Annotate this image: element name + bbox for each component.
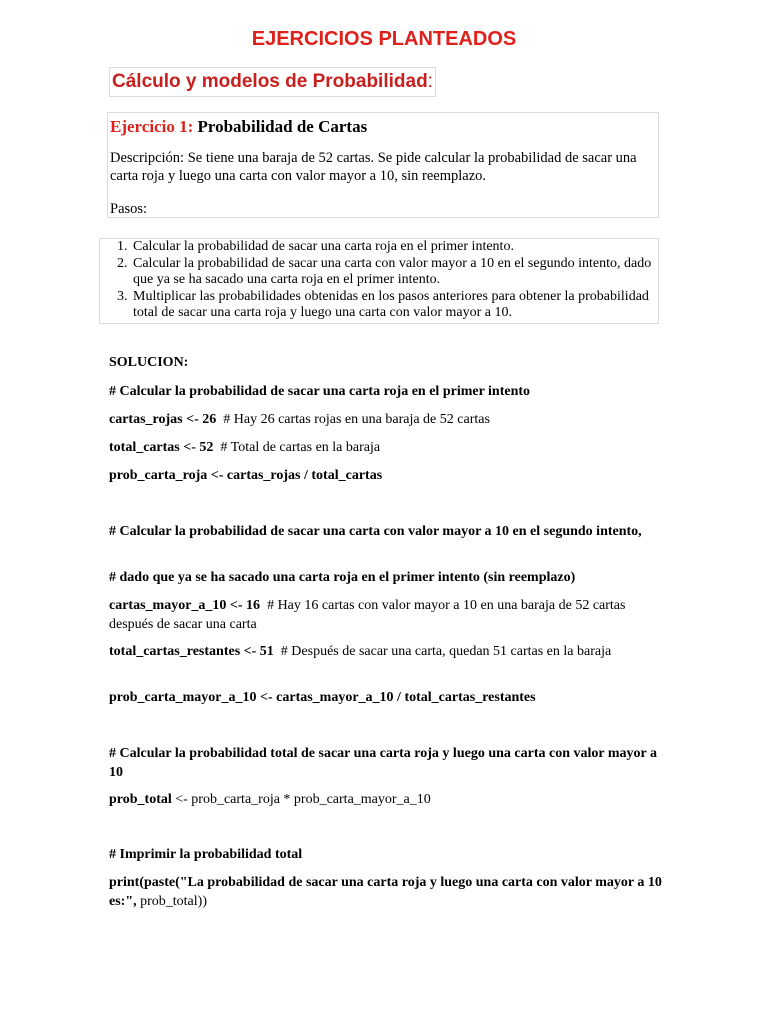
inline-comment: # Hay 26 cartas rojas en una baraja de 52 cartas (223, 412, 490, 427)
code-line: prob_carta_mayor_a_10 <- cartas_mayor_a_10 / total_cartas_restantes (109, 690, 536, 705)
inline-comment: # Total de cartas en la baraja (220, 440, 381, 455)
steps-label: Pasos: (110, 201, 148, 217)
code-expression: prob_total)) (140, 894, 207, 909)
section-title-colon: : (427, 71, 433, 92)
step-item: 1. Calcular la probabilidad de sacar una carta roja en el primer intento. (131, 239, 654, 256)
step-item: 3. Multiplicar las probabilidades obtenidas en los pasos anteriores para obtener la probabilidad total de sacar una carta roja y luego una carta con valor mayor a 10. (131, 289, 654, 322)
code-statement: total_cartas <- 52 (109, 440, 214, 455)
code-statement: cartas_mayor_a_10 <- 16 (109, 598, 261, 613)
code-comment: # Calcular la probabilidad de sacar una carta con valor mayor a 10 en el segundo intento, (109, 524, 642, 539)
code-comment: # Calcular la probabilidad total de sacar una carta roja y luego una carta con valor mayor a 10 (109, 746, 657, 780)
code-line (109, 438, 669, 457)
code-statement: prob_total (109, 792, 172, 807)
code-line (109, 410, 669, 429)
exercise-description: Descripción: Se tiene una baraja de 52 cartas. Se pide calcular la probabilidad de sacar una carta roja y luego una carta con valor mayor a 10, sin reemplazo. (110, 150, 637, 184)
code-line (109, 642, 669, 661)
steps-box (99, 238, 659, 324)
page-title: EJERCICIOS PLANTEADOS (251, 28, 517, 50)
steps-list (100, 239, 658, 322)
section-title (109, 67, 436, 97)
code-statement: total_cartas_restantes <- 51 (109, 644, 274, 659)
section-title-text: Cálculo y modelos de Probabilidad (112, 71, 428, 92)
exercise-title: Probabilidad de Cartas (197, 117, 368, 136)
exercise-box (107, 112, 659, 218)
code-line: prob_carta_roja <- cartas_rojas / total_cartas (109, 468, 383, 483)
code-comment: # Imprimir la probabilidad total (109, 847, 303, 862)
code-expression: <- prob_carta_roja * prob_carta_mayor_a_10 (175, 792, 431, 807)
solution-label: SOLUCION: (109, 355, 189, 370)
code-line (109, 873, 669, 911)
exercise-number: Ejercicio 1: (110, 117, 194, 136)
code-comment: # Calcular la probabilidad de sacar una carta roja en el primer intento (109, 384, 531, 399)
step-item: 2. Calcular la probabilidad de sacar una carta con valor mayor a 10 en el segundo intento, dado que ya se ha sacado una carta roja en el primer intento. (131, 256, 654, 289)
code-comment: # dado que ya se ha sacado una carta roja en el primer intento (sin reemplazo) (109, 570, 576, 585)
code-line (109, 790, 669, 809)
exercise-heading (110, 117, 656, 137)
code-line (109, 596, 669, 634)
inline-comment: # Después de sacar una carta, quedan 51 cartas en la baraja (280, 644, 612, 659)
code-statement: cartas_rojas <- 26 (109, 412, 217, 427)
inline-comment: # Hay 16 cartas con valor mayor a 10 en una baraja de 52 cartas después de sacar una carta (109, 598, 626, 632)
code-statement: print(paste("La probabilidad de sacar una carta roja y luego una carta con valor mayor a 10 es:", (109, 875, 662, 909)
